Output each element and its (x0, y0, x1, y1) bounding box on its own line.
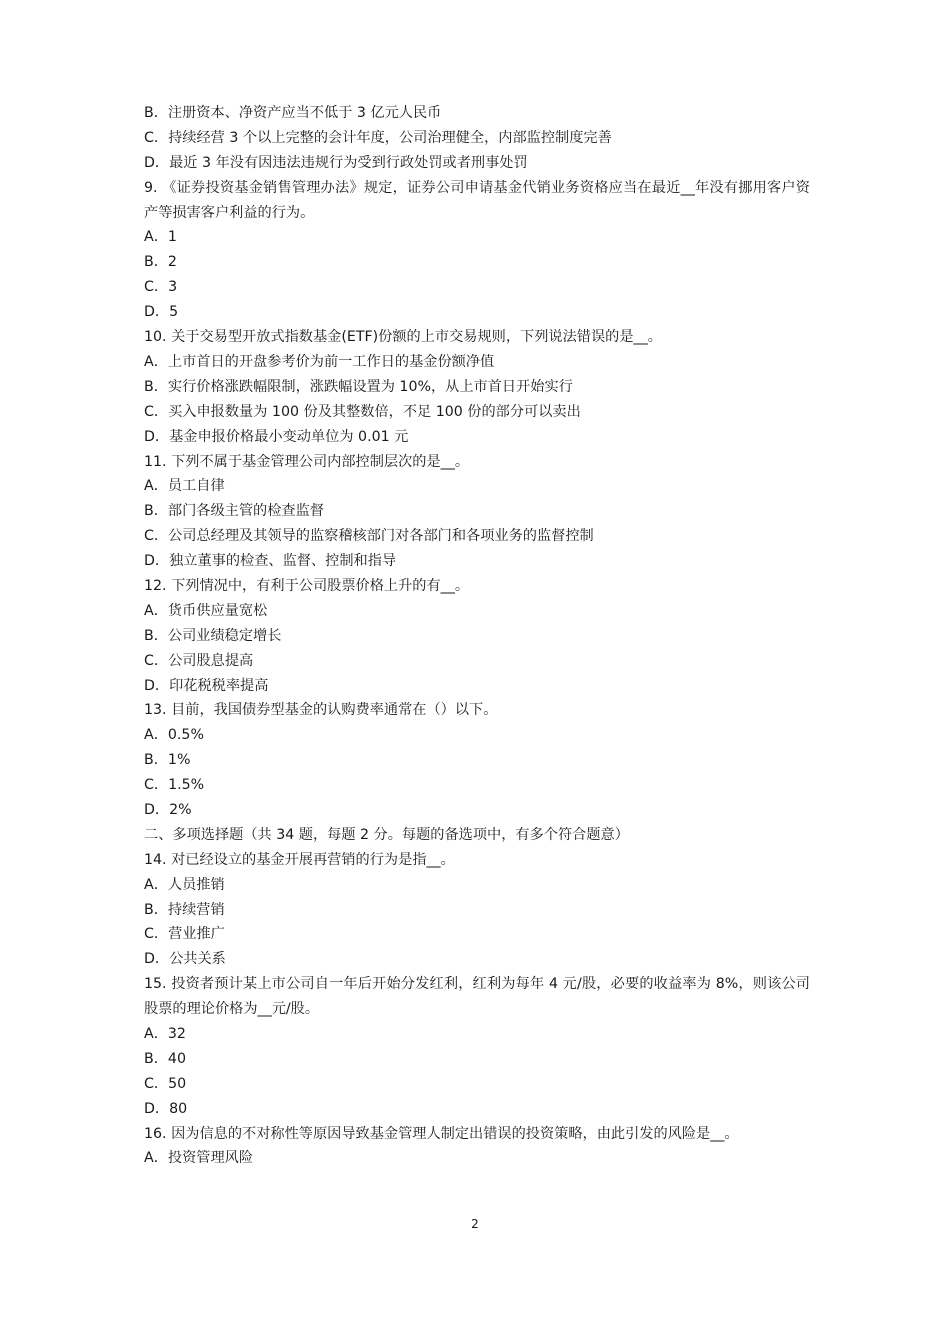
text-line: A．投资管理风险 (144, 1150, 254, 1167)
text-line: A．0.5% (144, 727, 204, 744)
text-line: B．40 (144, 1050, 186, 1067)
text-line: D．独立董事的检查、监督、控制和指导 (144, 553, 397, 570)
text-line: 二、多项选择题（共 34 题，每题 2 分。每题的备选项中，有多个符合题意） (144, 826, 629, 843)
text-line: D．基金申报价格最小变动单位为 0.01 元 (144, 428, 409, 445)
text-line: A．1 (144, 229, 177, 246)
text-line: B．部门各级主管的检查监督 (144, 503, 324, 520)
text-line: 12. 下列情况中，有利于公司股票价格上升的有__。 (144, 577, 470, 594)
text-line: D．印花税税率提高 (144, 677, 269, 694)
text-line: C．公司总经理及其领导的监察稽核部门对各部门和各项业务的监督控制 (144, 528, 594, 545)
text-line: B．2 (144, 254, 177, 271)
text-line: C．3 (144, 279, 178, 296)
text-line: 14. 对已经设立的基金开展再营销的行为是指__。 (144, 851, 455, 868)
document-body (144, 101, 810, 1171)
text-line: A．32 (144, 1026, 186, 1043)
text-line: C．营业推广 (144, 926, 225, 943)
text-line: 9. 《证券投资基金销售管理办法》规定，证券公司申请基金代销业务资格应当在最近__年没有挪用客户资产等损害客户利益的行为。 (144, 179, 810, 221)
text-line: A．上市首日的开盘参考价为前一工作日的基金份额净值 (144, 353, 495, 370)
text-line: 13. 目前，我国债券型基金的认购费率通常在（）以下。 (144, 702, 498, 719)
text-line: B．注册资本、净资产应当不低于 3 亿元人民币 (144, 105, 442, 121)
text-line: C．持续经营 3 个以上完整的会计年度，公司治理健全，内部监控制度完善 (144, 129, 612, 146)
text-line: D．公共关系 (144, 951, 226, 968)
text-line: D．80 (144, 1100, 188, 1117)
text-line: 16. 因为信息的不对称性等原因导致基金管理人制定出错误的投资策略，由此引发的风险是__。 (144, 1125, 739, 1142)
text-line: 15. 投资者预计某上市公司自一年后开始分发红利，红利为每年 4 元/股，必要的收益率为 8%，则该公司股票的理论价格为__元/股。 (144, 976, 810, 1018)
text-line: A．人员推销 (144, 876, 225, 893)
text-line: D．5 (144, 304, 179, 321)
text-line: B．持续营销 (144, 901, 225, 918)
text-line: A．员工自律 (144, 478, 225, 495)
text-line: C．1.5% (144, 777, 205, 794)
text-line: 10. 关于交易型开放式指数基金(ETF)份额的上市交易规则，下列说法错误的是__。 (144, 329, 662, 346)
text-line: B．1% (144, 752, 191, 769)
text-line: A．货币供应量宽松 (144, 602, 268, 619)
text-line: C．公司股息提高 (144, 652, 254, 669)
text-line: 11. 下列不属于基金管理公司内部控制层次的是__。 (144, 453, 470, 470)
text-line: C．50 (144, 1075, 187, 1092)
text-line: C．买入申报数量为 100 份及其整数倍，不足 100 份的部分可以卖出 (144, 403, 581, 420)
text-line: B．实行价格涨跌幅限制，涨跌幅设置为 10%，从上市首日开始实行 (144, 378, 573, 395)
text-line: D．最近 3 年没有因违法违规行为受到行政处罚或者刑事处罚 (144, 154, 528, 171)
page-number: 2 (471, 1217, 479, 1231)
text-line: D．2% (144, 801, 192, 818)
text-line: B．公司业绩稳定增长 (144, 627, 282, 644)
